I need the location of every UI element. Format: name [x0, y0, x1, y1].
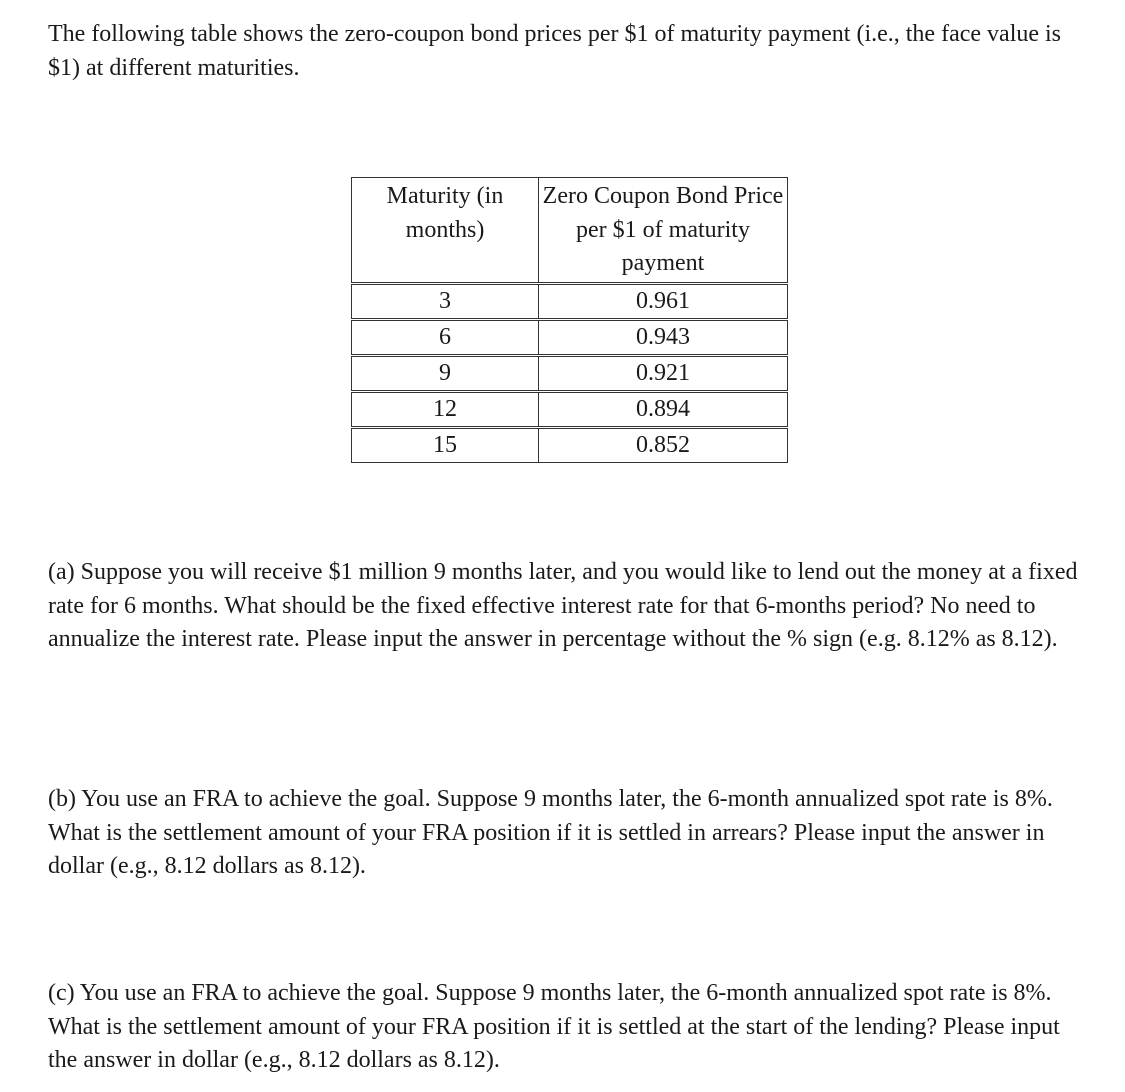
price-cell: 0.961 — [539, 284, 788, 320]
table-row — [352, 284, 788, 320]
price-cell: 0.943 — [539, 320, 788, 356]
maturity-cell: 9 — [352, 356, 539, 392]
maturity-cell: 15 — [352, 428, 539, 463]
question-a: (a) Suppose you will receive $1 million 9 months later, and you would like to lend out the money at a fixed rate for 6 months. What should be the fixed effective interest rate for that 6-months period? No need to annualize the interest rate. Please input the answer in percentage without the % sign (e.g. 8.12% as 8.12). — [48, 559, 1078, 652]
table-row — [352, 392, 788, 428]
header-price: Zero Coupon Bond Price per $1 of maturity payment — [539, 178, 788, 284]
table-row — [352, 356, 788, 392]
table-row — [352, 428, 788, 463]
price-cell: 0.852 — [539, 428, 788, 463]
maturity-cell: 3 — [352, 284, 539, 320]
price-cell: 0.894 — [539, 392, 788, 428]
maturity-cell: 12 — [352, 392, 539, 428]
question-b: (b) You use an FRA to achieve the goal. Suppose 9 months later, the 6-month annualized spot rate is 8%. What is the settlement amount of your FRA position if it is settled in arrears? Please input the answer in dollar (e.g., 8.12 dollars as 8.12). — [48, 786, 1053, 879]
question-c: (c) You use an FRA to achieve the goal. Suppose 9 months later, the 6-month annualized spot rate is 8%. What is the settlement amount of your FRA position if it is settled at the start of the lending? Please input the answer in dollar (e.g., 8.12 dollars as 8.12). — [48, 980, 1060, 1073]
price-cell: 0.921 — [539, 356, 788, 392]
table-header-row — [352, 178, 788, 284]
bond-price-table — [351, 177, 788, 463]
header-maturity: Maturity (in months) — [352, 178, 539, 284]
maturity-cell: 6 — [352, 320, 539, 356]
intro-paragraph: The following table shows the zero-coupon bond prices per $1 of maturity payment (i.e., the face value is $1) at different maturities. — [48, 21, 1062, 81]
table-row — [352, 320, 788, 356]
